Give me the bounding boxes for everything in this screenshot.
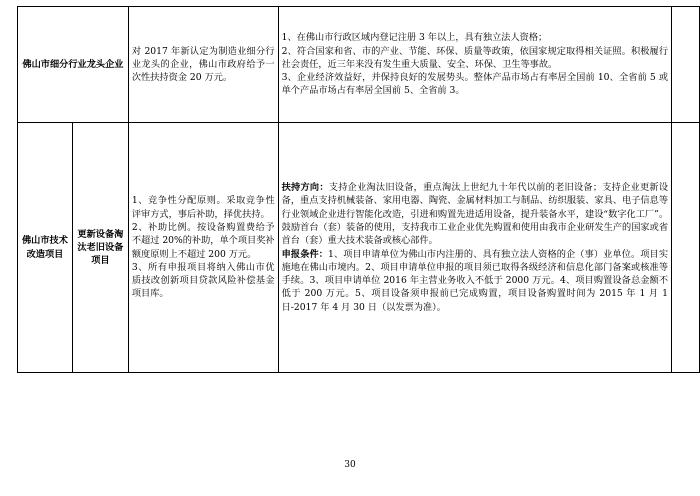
row2-conditions-cell [278,123,671,373]
table-row [18,7,700,123]
row2-support-3: 3、所有申报项目将纳入佛山市优质技改创新项目贷款风险补偿基金项目库。 [131,261,275,300]
table-row [18,123,700,373]
row2-condition-label: 申报条件： [281,248,329,260]
row2-category: 佛山市技术改造项目 [21,235,68,260]
row1-project-name-cell [18,7,129,123]
row1-condition-3: 3、企业经济效益好，并保持良好的发展势头。整体产品市场占有率居全国前 10、全省前 5 或单个产品市场占有率居全国前 5、全省前 3。 [281,72,669,97]
row2-support-1: 1、竞争性分配原则。采取竞争性评审方式，事后补助，择优扶持。 [131,195,275,220]
row2-project-name: 更新设备淘汰老旧设备项目 [77,228,124,267]
row2-project-name-cell [72,123,128,373]
row1-conditions-cell [278,7,671,123]
row2-category-cell [18,123,73,373]
row1-project-name: 佛山市细分行业龙头企业 [22,58,124,70]
row2-direction-text: 支持企业淘汰旧设备，重点淘汰上世纪九十年代以前的老旧设备；支持企业更新设备，重点支持机械装备、家用电器、陶瓷、金属材料加工与制品、纺织服装、家具、电子信息等行业领域企业进行智能化改造，引进和购置先进适用设备，提升装备水平，建设“数字化工厂”。鼓励首台（套）装备的使用，支持我市工业企业优先购置和使用由我市企业研发生产的国家或省首台（套）重大技术装备或核心部件。 [281,182,669,247]
row2-remarks-cell [672,123,700,373]
row1-remarks-cell [672,7,700,123]
row1-condition-2: 2、符合国家和省、市的产业、节能、环保、质量等政策，依国家规定取得相关证照。积极履行社会责任，近三年来没有发生重大质量、安全、环保、卫生等事故。 [281,45,669,70]
row1-support-text: 对 2017 年新认定为制造业细分行业龙头的企业，佛山市政府给予一次性扶持资金 20 万元。 [131,45,275,84]
page-number: 30 [344,460,356,470]
row1-condition-1: 1、在佛山市行政区域内登记注册 3 年以上，具有独立法人资格； [281,32,548,44]
row2-support-2: 2、补助比例。按设备购置费给予不超过 20%的补助，单个项目奖补额度原则上不超过 200 万元。 [131,221,275,260]
row2-condition-text: 1、项目申请单位为佛山市内注册的、具有独立法人资格的企（事）业单位。项目实施地在佛山市境内。2、项目申请单位申报的项目须已取得各级经济和信息化部门备案或核准等手续。3、项目申请单位 2016 年主营业务收入不低于 2000 万元。4、项目购置设备总金额不低于 200 万元。5、项目设备须申报前已完成购置，项目设备购置时间为 2015 年 1 月 1 日-2017 年 4 月 30 日（以发票为准）。 [281,248,669,313]
row2-support-cell [128,123,278,373]
row2-direction-label: 扶持方向： [281,182,329,194]
policy-table [17,6,700,373]
row1-support-cell [128,7,278,123]
